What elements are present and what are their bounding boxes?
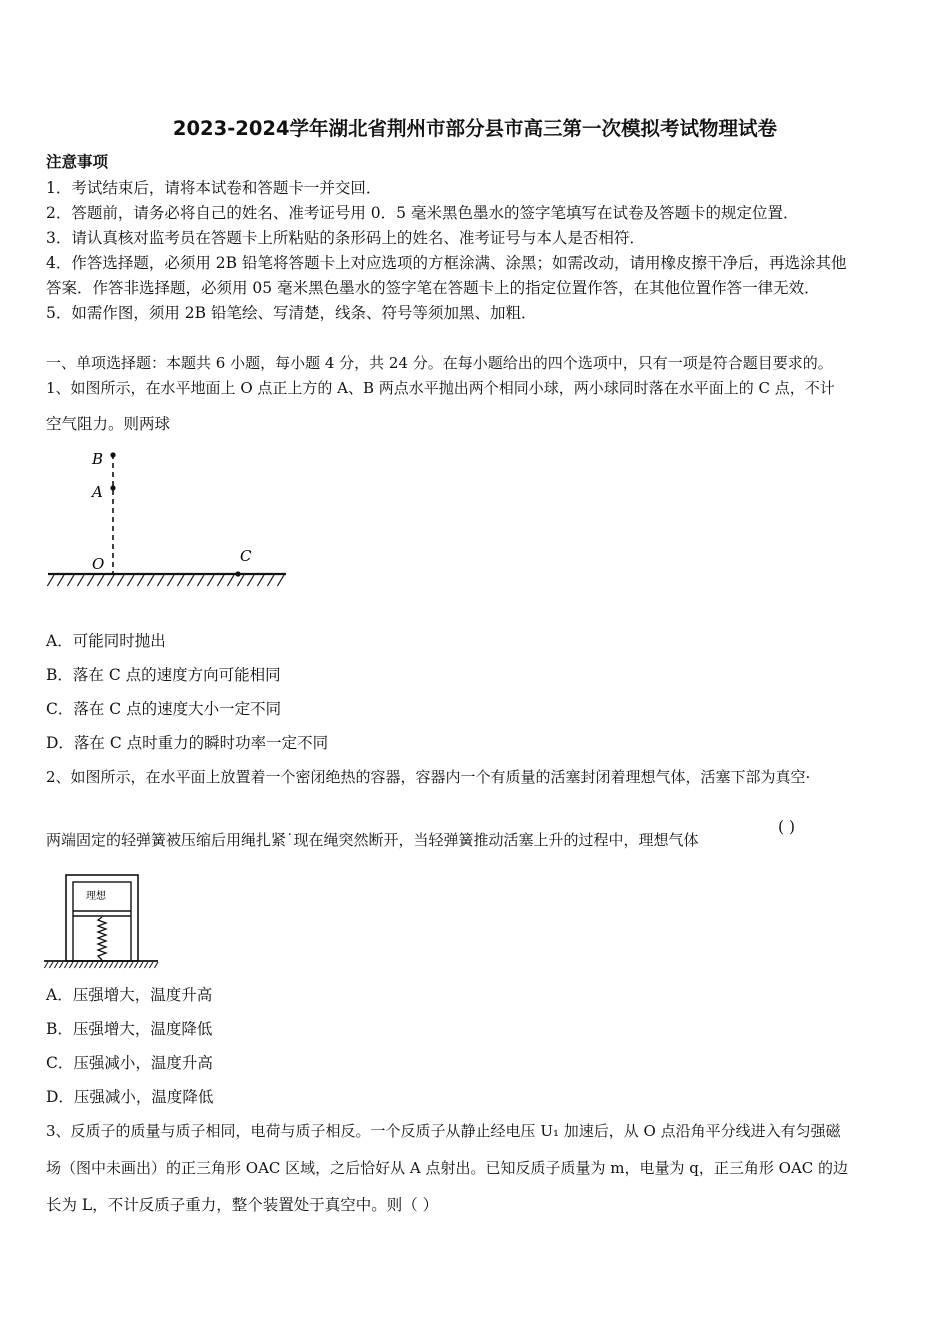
ground-hatch xyxy=(104,962,108,968)
q2-option-d: D．压强减小，温度降低 xyxy=(46,1088,214,1106)
ground-hatch xyxy=(247,575,254,586)
ground-hatch xyxy=(177,575,184,586)
ground-hatch xyxy=(87,575,94,586)
q1-option-a: A．可能同时抛出 xyxy=(46,632,166,650)
ground-hatch xyxy=(134,962,138,968)
ground-hatch xyxy=(47,575,54,586)
q2-figure xyxy=(42,872,162,972)
ground-hatch xyxy=(127,575,134,586)
ground-hatch xyxy=(117,575,124,586)
ground-hatch xyxy=(119,962,123,968)
q1-option-d: D．落在 C 点时重力的瞬时功率一定不同 xyxy=(46,734,329,752)
notice-item: 3．请认真核对监考员在答题卡上所粘贴的条形码上的姓名、准考证号与本人是否相符． xyxy=(46,229,645,247)
ground-hatch xyxy=(97,575,104,586)
question-1-text: 空气阻力。则两球 xyxy=(46,415,171,433)
label-b: B xyxy=(92,450,104,468)
notice-item: 2．答题前，请务必将自己的姓名、准考证号用 0．5 毫米黑色墨水的签字笔填写在试卷及答题卡的规定位置． xyxy=(46,204,799,222)
question-3-text: 3、反质子的质量与质子相同，电荷与质子相反。一个反质子从静止经电压 U₁ 加速后，从 O 点沿角平分线进入有匀强磁 xyxy=(46,1122,841,1140)
ground-hatch xyxy=(144,962,148,968)
ground-hatch xyxy=(139,962,143,968)
ground-hatch xyxy=(107,575,114,586)
ground-hatch xyxy=(94,962,98,968)
spring xyxy=(98,917,106,960)
notice-heading: 注意事项 xyxy=(46,152,109,171)
notice-item: 1．考试结束后，请将本试卷和答题卡一并交回． xyxy=(46,179,382,197)
ground-hatch xyxy=(74,962,78,968)
q2-option-b: B．压强增大，温度降低 xyxy=(46,1020,213,1038)
q1-option-c: C．落在 C 点的速度大小一定不同 xyxy=(46,700,282,718)
section-heading: 一、单项选择题：本题共 6 小题，每小题 4 分，共 24 分。在每小题给出的四个选项中，只有一项是符合题目要求的。 xyxy=(46,354,833,372)
ground-hatch xyxy=(267,575,274,586)
notice-item: 答案．作答非选择题，必须用 05 毫米黑色墨水的签字笔在答题卡上的指定位置作答，在其他位置作答一律无效． xyxy=(46,279,820,297)
ground-hatch xyxy=(187,575,194,586)
ground-hatch xyxy=(59,962,63,968)
question-2-text: 两端固定的轻弹簧被压缩后用绳扎紧˙现在绳突然断开，当轻弹簧推动活塞上升的过程中，理想气体 xyxy=(46,831,699,849)
question-2-text: 2、如图所示，在水平面上放置着一个密闭绝热的容器，容器内一个有质量的活塞封闭着理想气体，活塞下部为真空· xyxy=(46,768,811,786)
ground-hatch xyxy=(149,962,153,968)
page-title: 2023-2024学年湖北省荆州市部分县市高三第一次模拟考试物理试卷 xyxy=(172,117,778,140)
question-1-text: 1、如图所示，在水平地面上 O 点正上方的 A、B 两点水平抛出两个相同小球，两小球同时落在水平面上的 C 点，不计 xyxy=(46,379,835,397)
ground-hatch xyxy=(114,962,118,968)
ground-hatch xyxy=(84,962,88,968)
q2-option-c: C．压强减小，温度升高 xyxy=(46,1054,213,1072)
ground-hatch xyxy=(67,575,74,586)
ground-hatch xyxy=(277,575,284,586)
ground-hatch xyxy=(154,962,158,968)
ground-hatch xyxy=(147,575,154,586)
label-a: A xyxy=(92,483,103,501)
ground-hatch xyxy=(44,962,48,968)
ground-hatch xyxy=(89,962,93,968)
ground-hatch xyxy=(197,575,204,586)
ground-hatch xyxy=(57,575,64,586)
ground-hatch xyxy=(167,575,174,586)
ground-hatch xyxy=(207,575,214,586)
container-label: 理想 xyxy=(86,891,106,902)
question-3-text: 长为 L，不计反质子重力，整个装置处于真空中。则（ ） xyxy=(46,1196,439,1214)
answer-paren: ( ) xyxy=(778,818,796,836)
ground-hatch xyxy=(54,962,58,968)
question-3-text: 场（图中未画出）的正三角形 OAC 区域，之后恰好从 A 点射出。已知反质子质量为 m，电量为 q，正三角形 OAC 的边 xyxy=(46,1159,849,1177)
ground-hatch xyxy=(64,962,68,968)
q1-figure xyxy=(40,440,300,600)
notice-item: 4．作答选择题，必须用 2B 铅笔将答题卡上对应选项的方框涂满、涂黑；如需改动，请用橡皮擦干净后，再选涂其他 xyxy=(46,254,847,272)
ground-hatch xyxy=(99,962,103,968)
notice-item: 5．如需作图，须用 2B 铅笔绘、写清楚，线条、符号等须加黑、加粗． xyxy=(46,304,537,322)
ground-hatch xyxy=(49,962,53,968)
ground-hatch xyxy=(77,575,84,586)
ground-hatch xyxy=(237,575,244,586)
label-c: C xyxy=(240,547,252,565)
ground-hatch xyxy=(129,962,133,968)
ground-hatch xyxy=(109,962,113,968)
ground-hatch xyxy=(124,962,128,968)
ground-hatch xyxy=(217,575,224,586)
ground-hatch xyxy=(69,962,73,968)
q2-option-a: A．压强增大，温度升高 xyxy=(46,986,213,1004)
ground-hatch xyxy=(227,575,234,586)
label-o: O xyxy=(92,555,105,573)
q1-option-b: B．落在 C 点的速度方向可能相同 xyxy=(46,666,281,684)
ground-hatch xyxy=(157,575,164,586)
ground-hatch xyxy=(79,962,83,968)
ground-hatch xyxy=(137,575,144,586)
ground-hatch xyxy=(257,575,264,586)
